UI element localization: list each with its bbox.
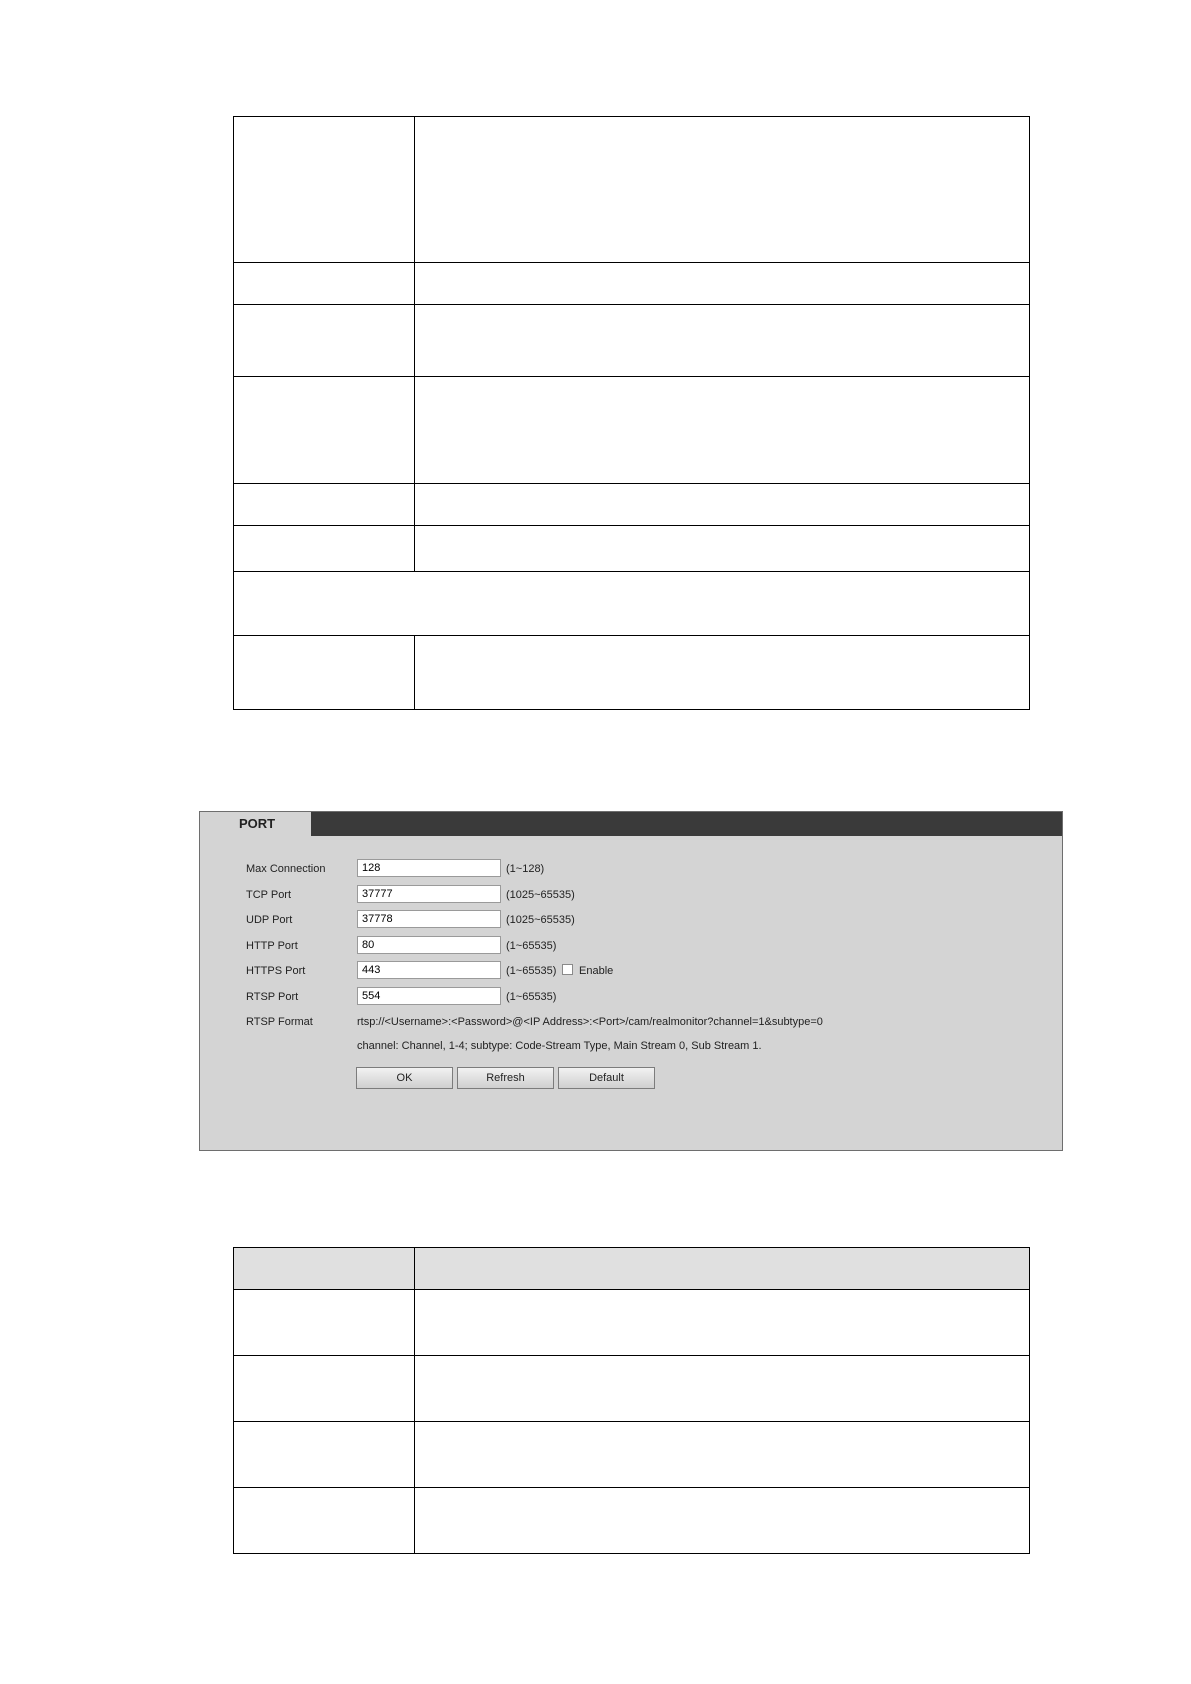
https-port-row: [200, 961, 700, 983]
table-cell: [415, 1422, 1030, 1488]
table-cell: [234, 1356, 415, 1422]
https-port-input[interactable]: [357, 961, 501, 979]
field-label: UDP Port: [246, 914, 293, 926]
field-range: (1025~65535): [506, 889, 575, 901]
default-button[interactable]: Default: [558, 1067, 655, 1089]
port-settings-panel: [199, 811, 1063, 1151]
field-range: (1~128): [506, 863, 545, 875]
table-header-cell: [415, 1248, 1030, 1290]
rtsp-format-label: RTSP Format: [246, 1016, 313, 1028]
rtsp-format-url: rtsp://<Username>:<Password>@<IP Address>:<Port>/cam/realmonitor?channel=1&subtype=0: [357, 1016, 823, 1028]
https-enable-checkbox[interactable]: [562, 964, 573, 975]
table-cell: [234, 636, 415, 710]
udp-port-input[interactable]: [357, 910, 501, 928]
table-cell: [415, 1356, 1030, 1422]
refresh-button[interactable]: Refresh: [457, 1067, 554, 1089]
field-range: (1025~65535): [506, 914, 575, 926]
rtsp-port-input[interactable]: [357, 987, 501, 1005]
table-cell: [415, 263, 1030, 305]
table-cell: [234, 1488, 415, 1554]
max-connection-input[interactable]: [357, 859, 501, 877]
table-cell: [415, 636, 1030, 710]
field-label: Max Connection: [246, 863, 326, 875]
panel-header-bar: [200, 812, 1062, 836]
field-range: (1~65535): [506, 965, 557, 977]
table-cell: [415, 1290, 1030, 1356]
rtsp-format-note: channel: Channel, 1-4; subtype: Code-Stream Type, Main Stream 0, Sub Stream 1.: [357, 1040, 762, 1052]
field-label: HTTP Port: [246, 940, 298, 952]
rtsp-format-row: [200, 1012, 1060, 1034]
table-cell: [234, 305, 415, 377]
table-cell: [415, 117, 1030, 263]
https-enable-label: Enable: [579, 965, 614, 977]
ok-button[interactable]: OK: [356, 1067, 453, 1089]
tcp-port-input[interactable]: [357, 885, 501, 903]
table-cell: [234, 526, 415, 572]
field-range: (1~65535): [506, 991, 557, 1003]
table-cell: [415, 377, 1030, 484]
tab-port[interactable]: PORT: [200, 812, 311, 836]
field-label: RTSP Port: [246, 991, 299, 1003]
table-cell: [234, 484, 415, 526]
table-cell: [234, 572, 1030, 636]
table-header-cell: [234, 1248, 415, 1290]
bottom-parameter-table: [233, 1247, 1030, 1554]
table-cell: [234, 263, 415, 305]
table-cell: [234, 377, 415, 484]
table-cell: [415, 526, 1030, 572]
field-range: (1~65535): [506, 940, 557, 952]
http-port-input[interactable]: [357, 936, 501, 954]
table-cell: [415, 305, 1030, 377]
field-label: TCP Port: [246, 889, 292, 901]
table-cell: [415, 484, 1030, 526]
table-cell: [415, 1488, 1030, 1554]
table-cell: [234, 1290, 415, 1356]
table-cell: [234, 117, 415, 263]
table-cell: [234, 1422, 415, 1488]
field-label: HTTPS Port: [246, 965, 306, 977]
top-parameter-table: [233, 116, 1030, 710]
